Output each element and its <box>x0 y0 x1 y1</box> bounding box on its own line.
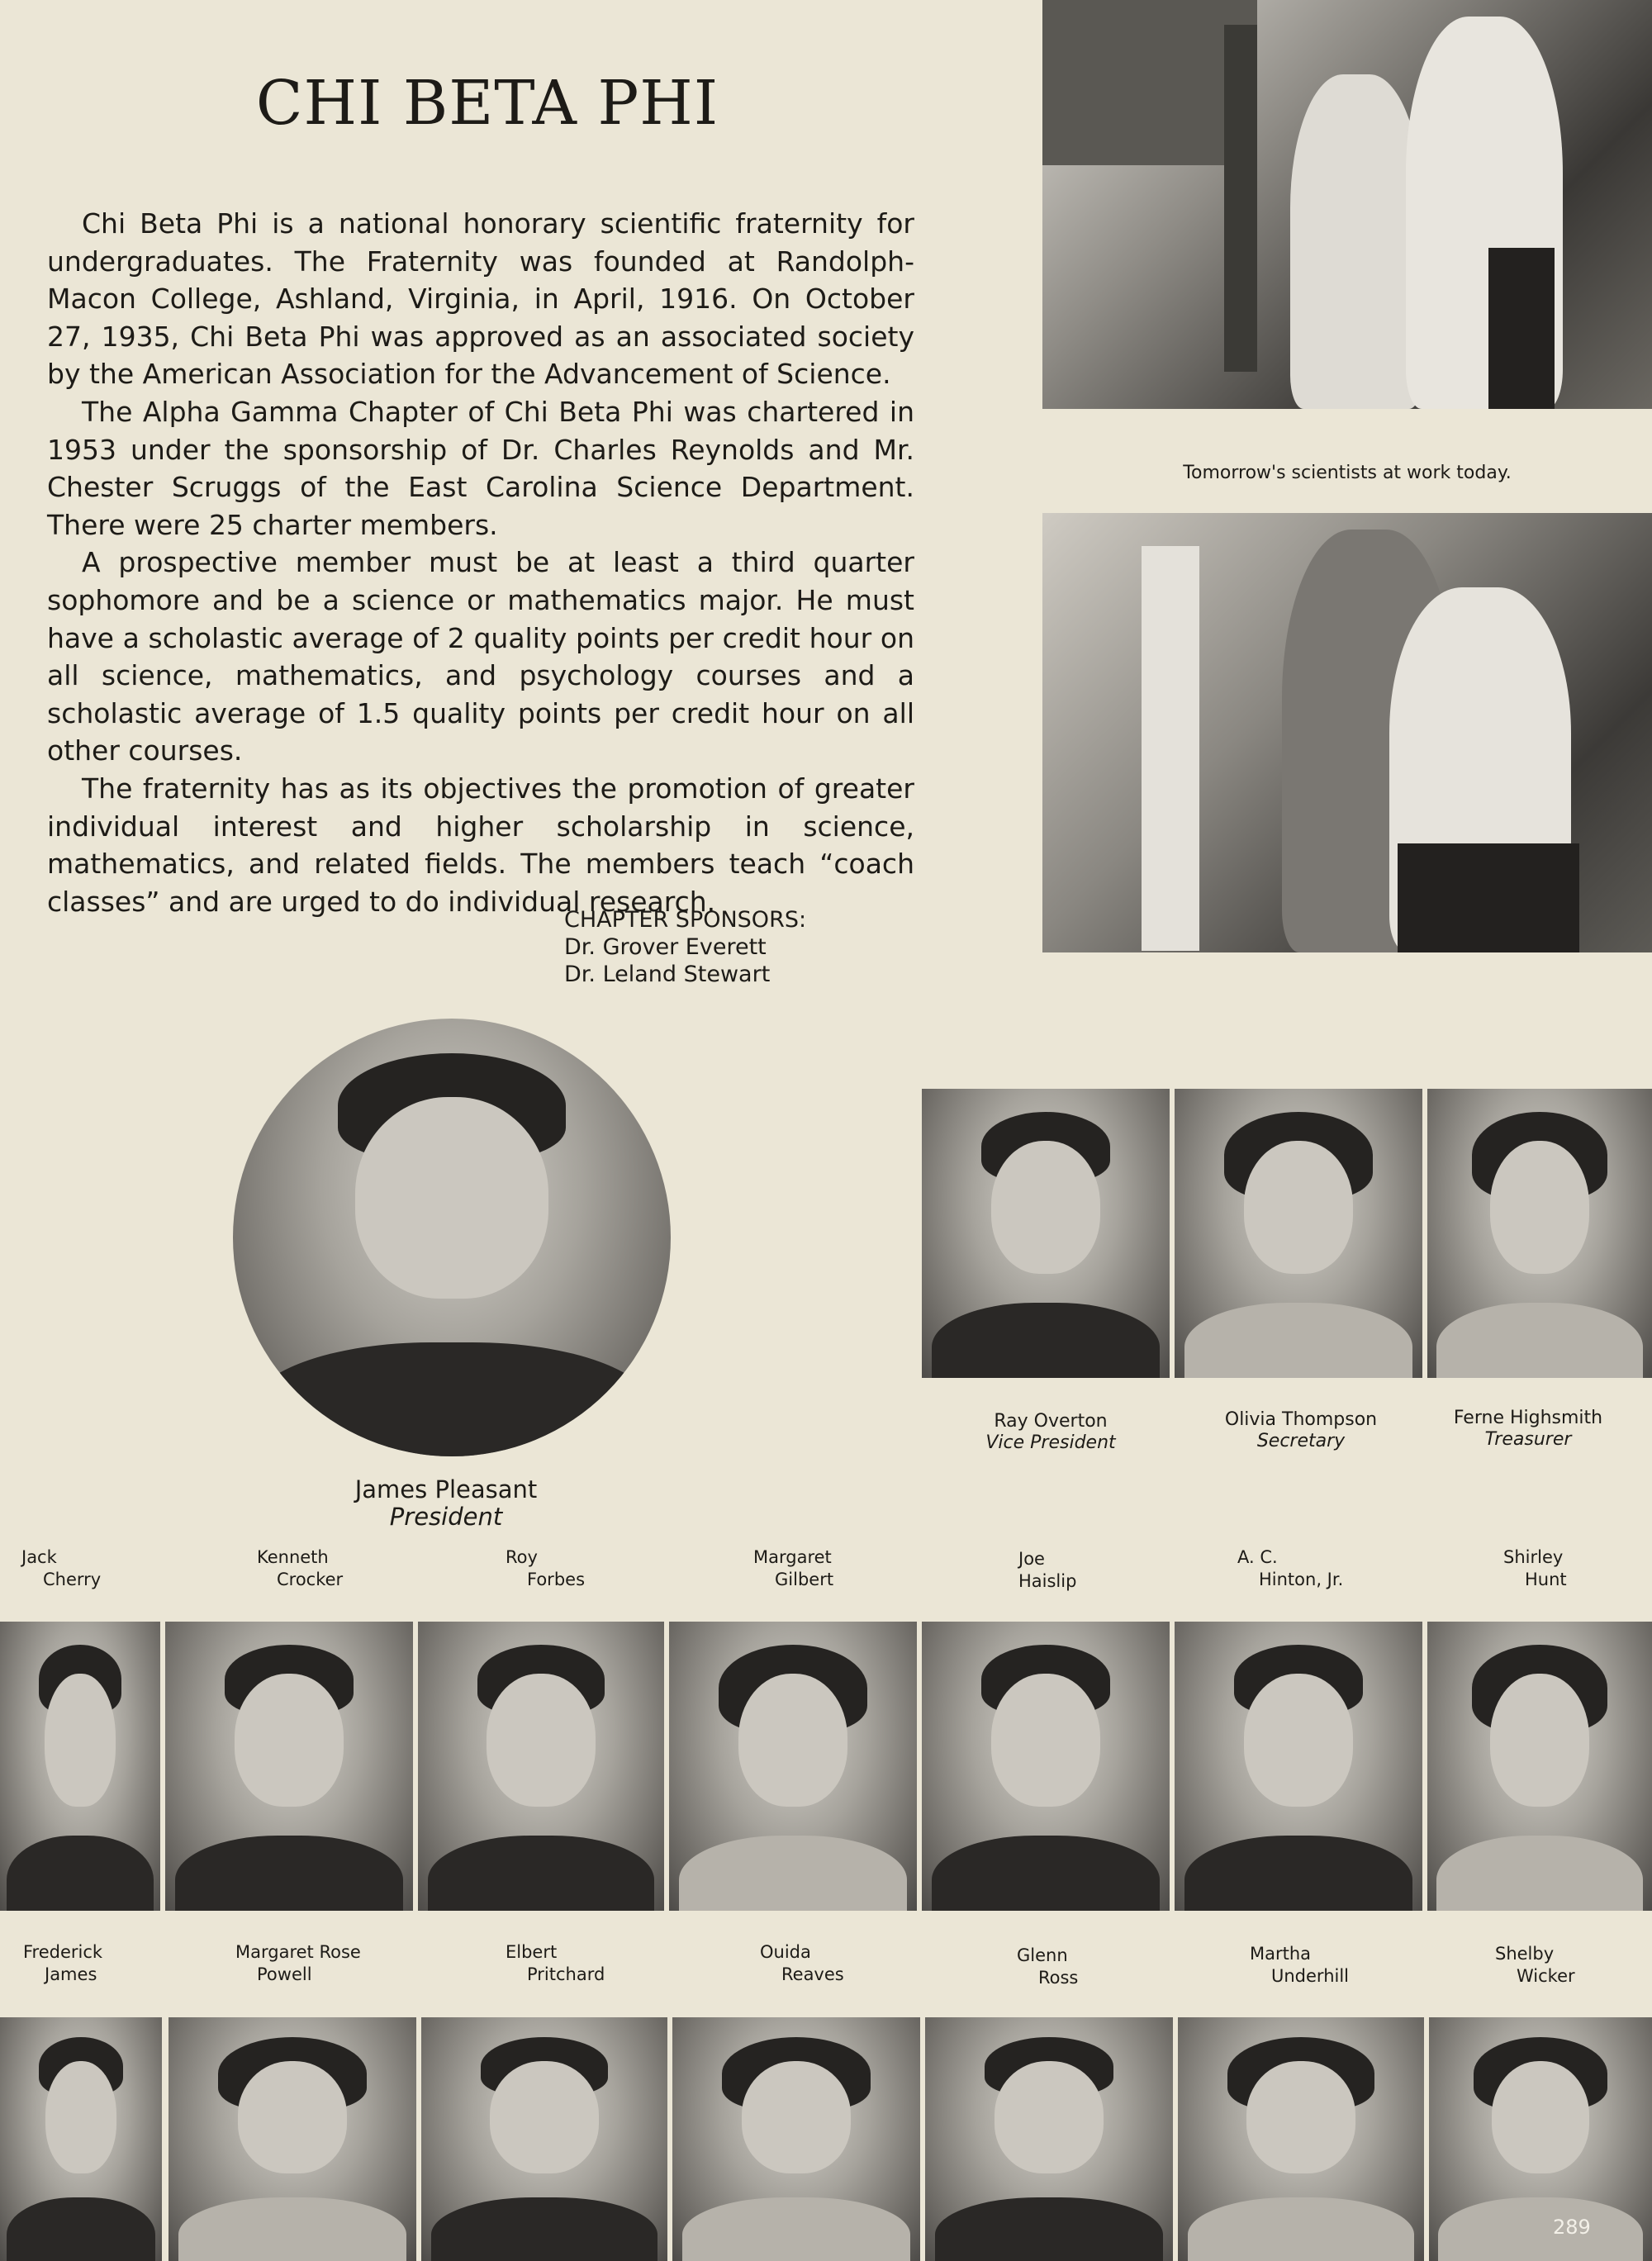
portrait-glenn-ross <box>925 2017 1173 2261</box>
page-number: 289 <box>1553 2216 1591 2239</box>
lab-photo-greenhouse <box>1042 0 1652 409</box>
officer-caption <box>1427 1408 1629 1451</box>
member-name: Jack Cherry <box>21 1547 102 1589</box>
portrait-shelby-wicker <box>1429 2017 1652 2261</box>
member-name: Shirley Hunt <box>1503 1547 1567 1589</box>
portrait-kenneth-crocker <box>165 1622 413 1911</box>
member-name: Martha Underhill <box>1250 1944 1350 1986</box>
paragraph-2: The Alpha Gamma Chapter of Chi Beta Phi was chartered in 1953 under the sponsorship of Dr. Charles Reynolds and Mr. Chester Scruggs of the East Carolina Science Department. There were 25 charter members. <box>47 395 914 541</box>
page-title: CHI BETA PHI <box>255 68 719 139</box>
chapter-sponsors <box>564 906 806 988</box>
sponsors-heading: CHAPTER SPONSORS: <box>564 907 807 933</box>
officer-name: Olivia Thompson <box>1224 1409 1378 1430</box>
sponsor-name: Dr. Leland Stewart <box>564 962 771 987</box>
portrait-ouida-reaves <box>672 2017 920 2261</box>
portrait-martha-underhill <box>1178 2017 1424 2261</box>
portrait-joe-haislip <box>922 1622 1170 1911</box>
portrait-jack-cherry <box>0 1622 160 1911</box>
portrait-margaret-rose-powell <box>169 2017 416 2261</box>
paragraph-1: Chi Beta Phi is a national honorary scientific fraternity for undergraduates. The Fraternity was founded at Randolph-Macon College, Ashland, Virginia, in April, 1916. On October 27, 1935, Chi Beta Phi was approved as an associated society by the American Association for the Advancement of Science. <box>47 207 914 391</box>
member-name: A. C. Hinton, Jr. <box>1237 1547 1344 1589</box>
portrait-margaret-gilbert <box>669 1622 917 1911</box>
officer-caption <box>1175 1409 1427 1452</box>
member-name: Margaret Rose Powell <box>235 1942 361 1984</box>
member-name: Frederick James <box>23 1942 103 1984</box>
president-name: James Pleasant <box>354 1475 538 1503</box>
article-body <box>47 205 914 920</box>
member-name: Elbert Pritchard <box>506 1942 605 1984</box>
paragraph-3: A prospective member must be at least a third quarter sophomore and be a science or mathematics major. He must have a scholastic average of 2 quality points per credit hour on all science, mathematics, and psychology courses and a scholastic average of 1.5 quality points per credit hour on all other courses. <box>47 546 914 767</box>
portrait-olivia-thompson <box>1175 1089 1422 1378</box>
member-name: Kenneth Crocker <box>257 1547 344 1589</box>
portrait-ac-hinton <box>1175 1622 1422 1911</box>
portrait-roy-forbes <box>418 1622 664 1911</box>
portrait-ferne-highsmith <box>1427 1089 1652 1378</box>
portrait-frederick-james <box>0 2017 162 2261</box>
lab-photo-apparatus <box>1042 513 1652 952</box>
president-portrait <box>233 1019 671 1456</box>
president-caption <box>285 1476 607 1531</box>
paragraph-4: The fraternity has as its objectives the promotion of greater individual interest and higher scholarship in science, mathematics, and related fields. The members teach “coach classes” and are urged to do individual research. <box>47 772 914 918</box>
sponsor-name: Dr. Grover Everett <box>564 934 767 960</box>
member-name: Ouida Reaves <box>760 1942 844 1984</box>
president-role: President <box>389 1503 503 1531</box>
member-name: Margaret Gilbert <box>753 1547 834 1589</box>
member-name: Joe Haislip <box>1018 1549 1077 1591</box>
portrait-elbert-pritchard <box>421 2017 667 2261</box>
officer-name: Ray Overton <box>994 1411 1108 1432</box>
officer-role: Secretary <box>1256 1431 1346 1451</box>
member-name: Glenn Ross <box>1017 1945 1079 1988</box>
member-name: Roy Forbes <box>506 1547 586 1589</box>
photo-caption: Tomorrow's scientists at work today. <box>1183 463 1512 483</box>
officer-caption <box>922 1411 1180 1454</box>
member-name: Shelby Wicker <box>1495 1944 1575 1986</box>
officer-role: Treasurer <box>1484 1429 1572 1450</box>
officer-role: Vice President <box>985 1432 1116 1453</box>
officer-name: Ferne Highsmith <box>1453 1408 1603 1428</box>
portrait-ray-overton <box>922 1089 1170 1378</box>
portrait-shirley-hunt <box>1427 1622 1652 1911</box>
